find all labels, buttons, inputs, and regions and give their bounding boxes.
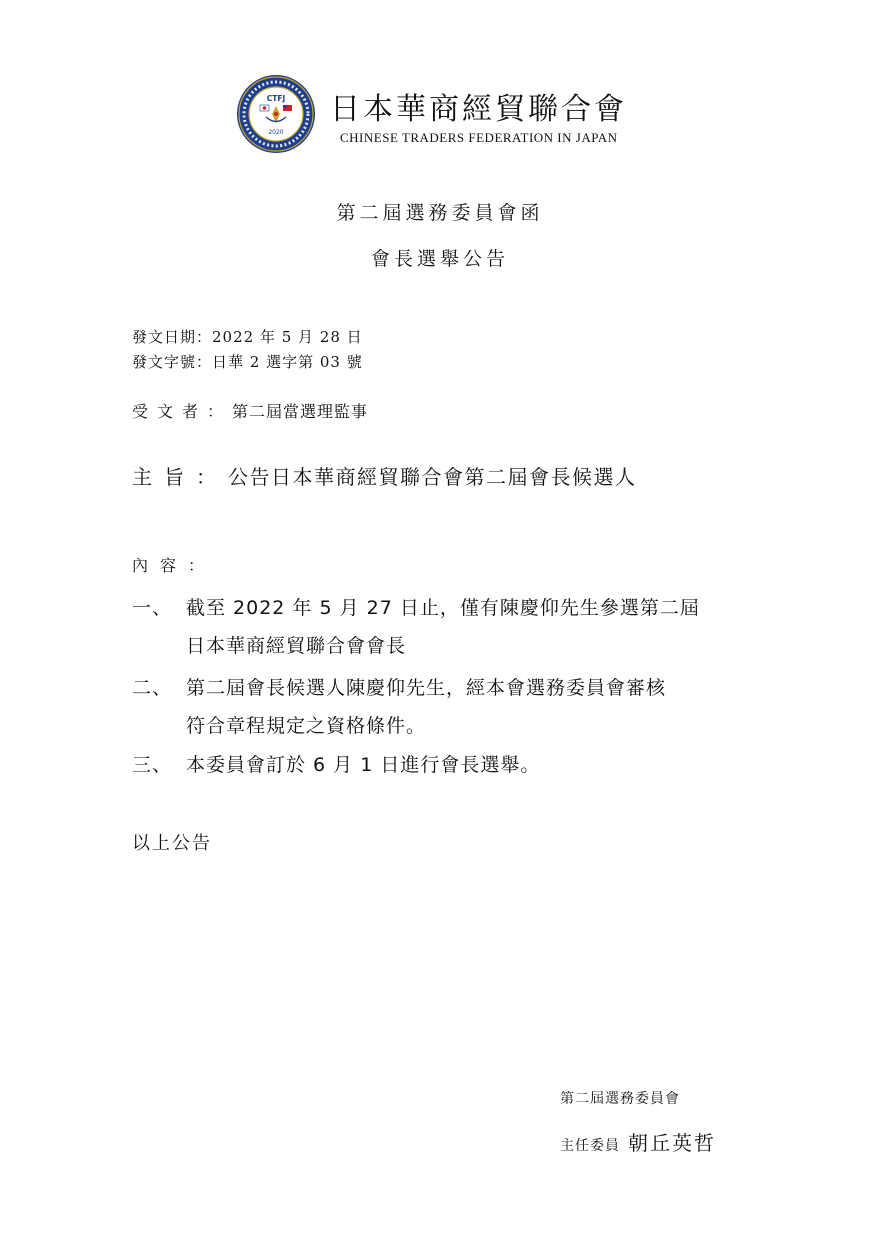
subject	[132, 461, 637, 490]
issue-date-label: 發文日期：	[132, 328, 213, 346]
content-item-number: 一、	[132, 597, 173, 619]
recipient-label: 受文者：	[132, 402, 233, 421]
subject-value: 公告日本華商經貿聯合會第二屆會長候選人	[228, 465, 637, 489]
signature	[560, 1127, 716, 1156]
content-item-number: 三、	[132, 754, 173, 776]
logo-year: 2020	[268, 129, 284, 136]
content-item	[132, 589, 812, 669]
closing-text: 以上公告	[132, 833, 212, 854]
recipient	[132, 399, 368, 422]
letter-subtitle: 會長選舉公告	[370, 248, 509, 270]
signature-org: 第二屆選務委員會	[560, 1091, 680, 1107]
subject-label: 主旨：	[132, 465, 228, 489]
logo-acronym: CTFJ	[266, 94, 286, 103]
signature-role: 主任委員	[560, 1138, 620, 1154]
letter-title: 第二屆選務委員會函	[336, 202, 544, 224]
content-item	[132, 669, 812, 749]
document-number-label: 發文字號：	[132, 353, 213, 371]
content-item-text: 第二屆會長候選人陳慶仰先生，經本會選務委員會審核 符合章程規定之資格條件。	[186, 677, 667, 737]
content-item	[132, 746, 812, 786]
content-label: 內容：	[132, 556, 217, 575]
org-name-en: CHINESE TRADERS FEDERATION IN JAPAN	[340, 130, 618, 145]
org-name: 日本華商經貿聯合會	[330, 92, 627, 127]
signature-name: 朝丘英哲	[628, 1131, 716, 1155]
content-item-text: 截至 2022 年 5 月 27 日止，僅有陳慶仰先生參選第二屆 日本華商經貿聯合會會長	[186, 597, 700, 657]
issue-date	[132, 326, 363, 347]
recipient-value: 第二屆當選理監事	[232, 402, 369, 421]
document-number	[132, 351, 363, 372]
document-number-value: 日華 2 選字第 03 號	[212, 353, 363, 371]
content-item-text: 本委員會訂於 6 月 1 日進行會長選舉。	[186, 754, 541, 776]
issue-date-value: 2022 年 5 月 28 日	[212, 328, 363, 346]
ctfj-logo	[236, 74, 316, 154]
content-item-number: 二、	[132, 677, 173, 699]
